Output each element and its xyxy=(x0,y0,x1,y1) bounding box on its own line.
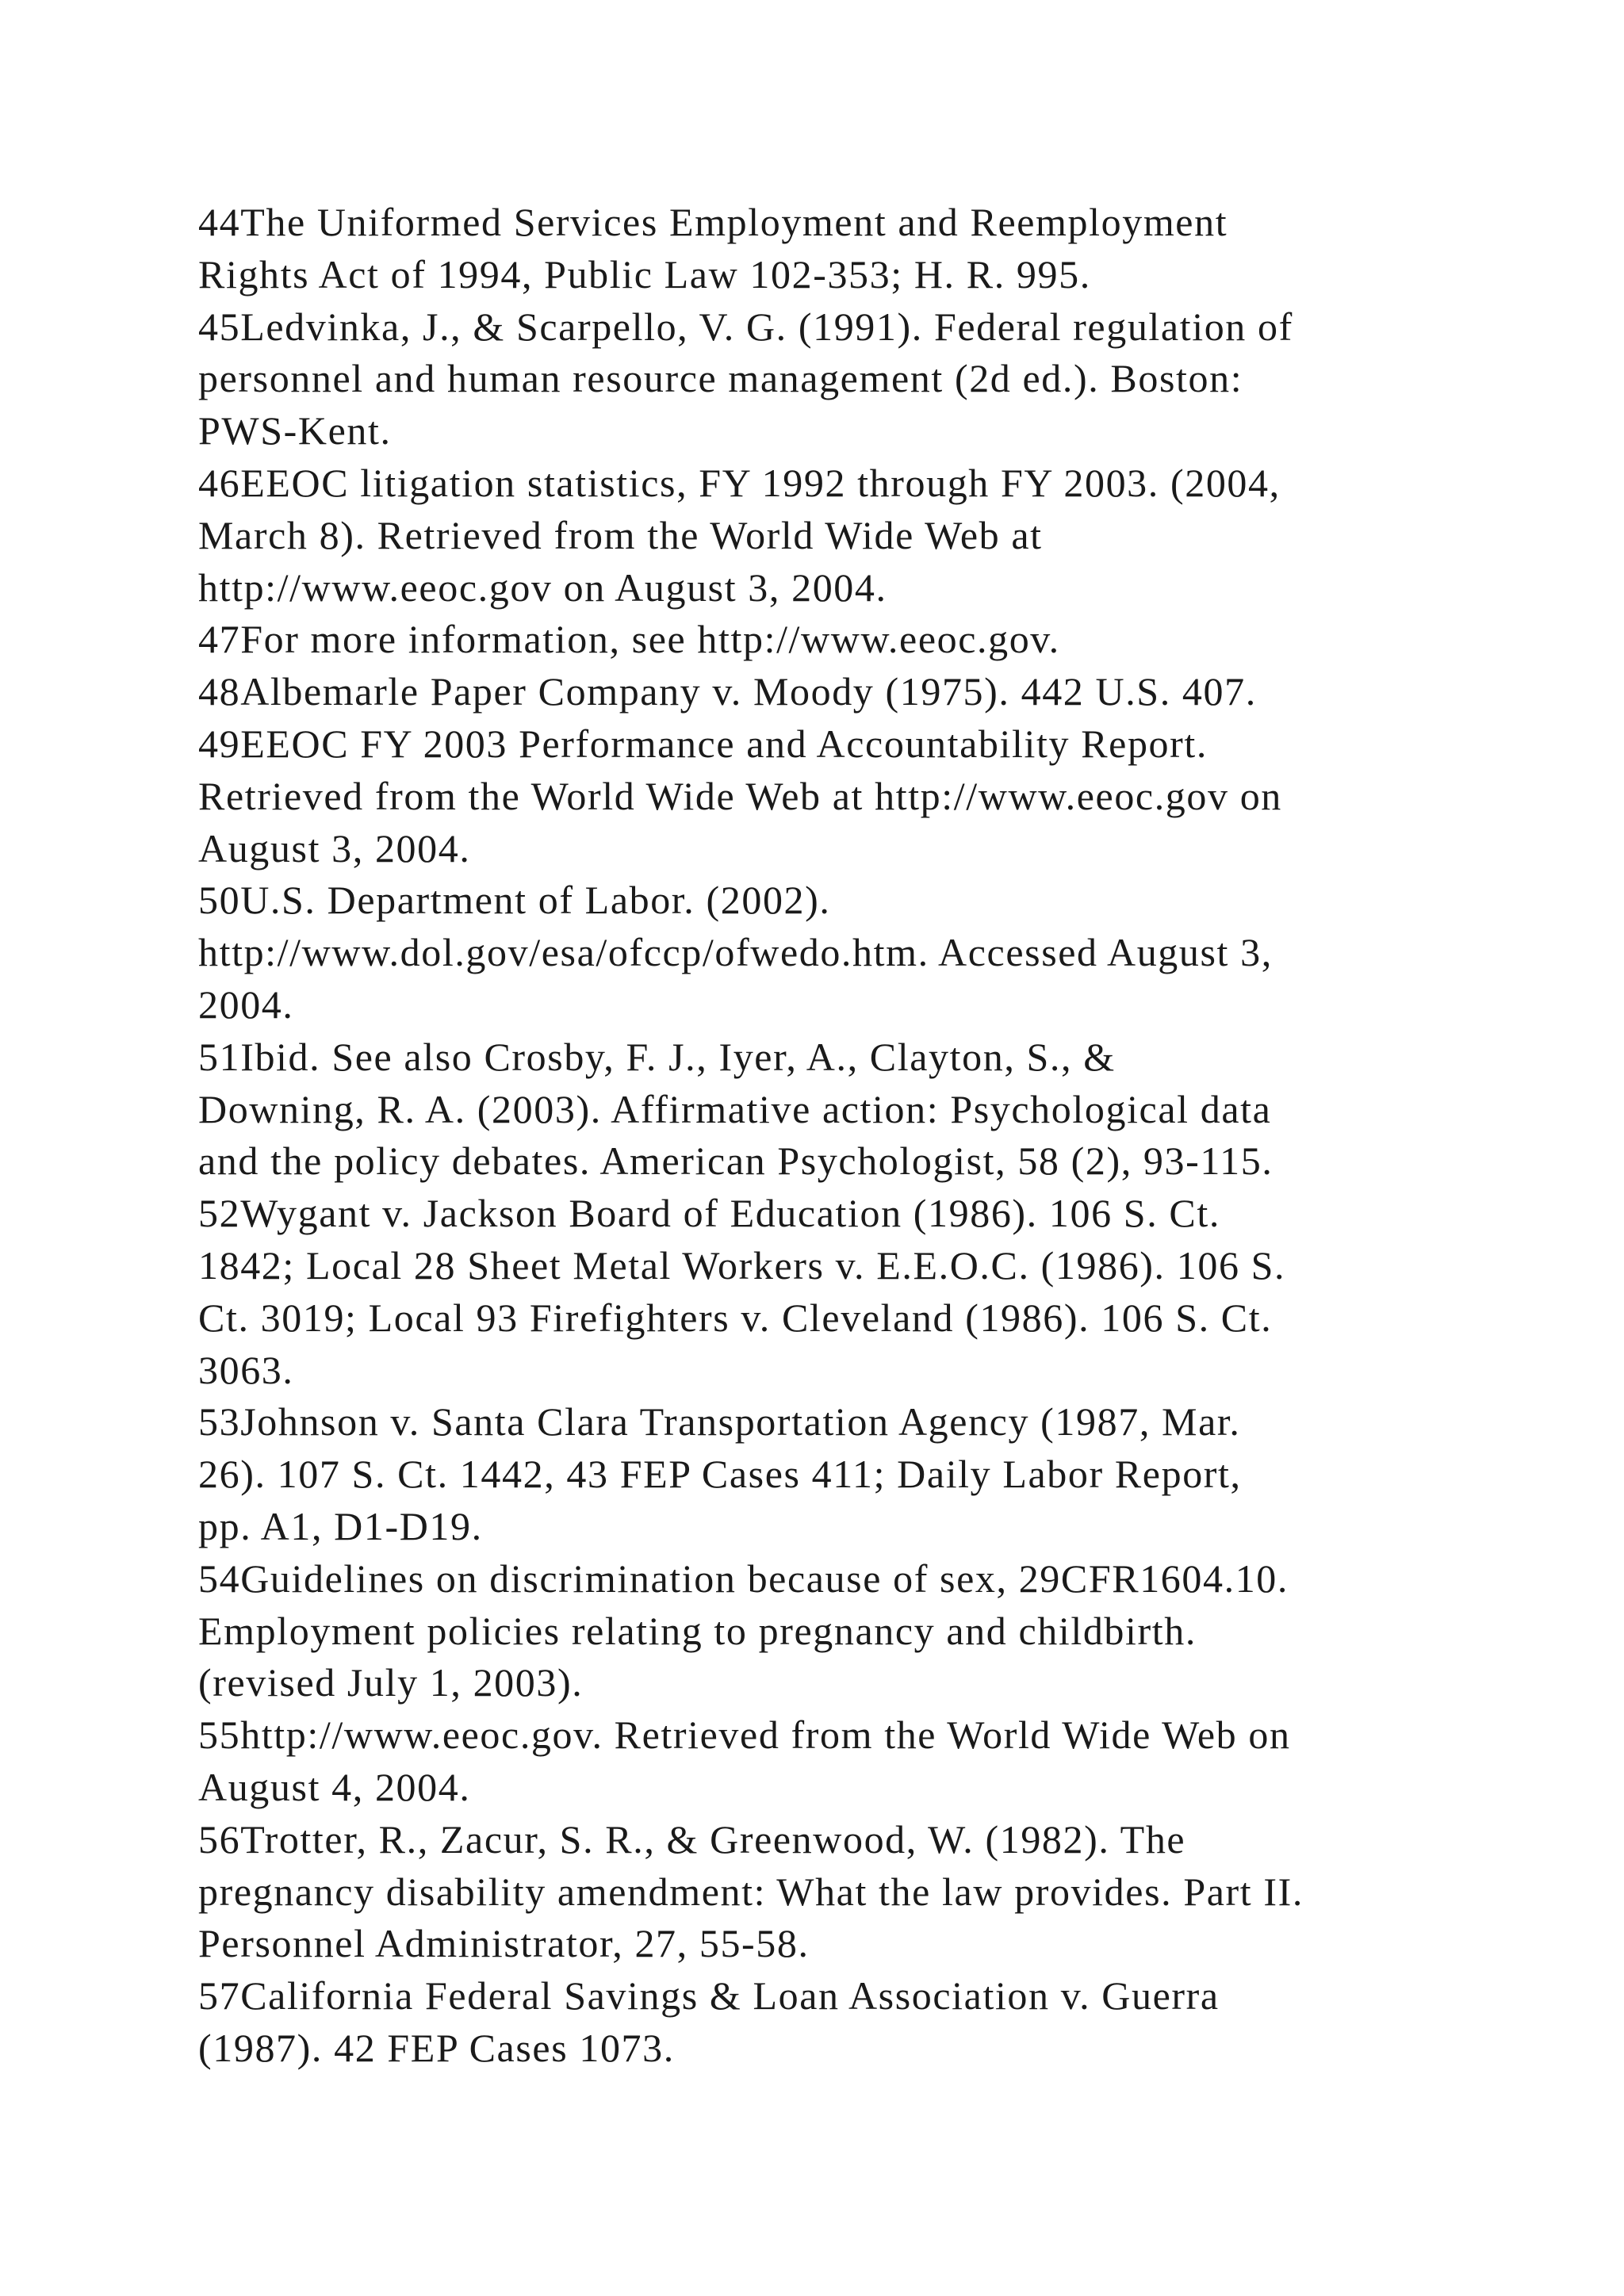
footnote-line: http://www.eeoc.gov on August 3, 2004. xyxy=(198,564,887,610)
footnote-list xyxy=(198,197,1515,2075)
footnote-line: 26). 107 S. Ct. 1442, 43 FEP Cases 411; Daily Labor Report, xyxy=(198,1452,1242,1497)
footnote-line: August 3, 2004. xyxy=(198,825,471,871)
footnote-line: 45Ledvinka, J., & Scarpello, V. G. (1991). Federal regulation of xyxy=(198,304,1293,349)
footnote-line: March 8). Retrieved from the World Wide Web at xyxy=(198,512,1043,557)
footnote-line: pp. A1, D1-D19. xyxy=(198,1503,483,1548)
footnote-line: August 4, 2004. xyxy=(198,1764,471,1809)
footnote-line: 48Albemarle Paper Company v. Moody (1975). 442 U.S. 407. xyxy=(198,669,1257,714)
footnote-line: 50U.S. Department of Labor. (2002). xyxy=(198,878,831,923)
footnote-line: 49EEOC FY 2003 Performance and Accountability Report. xyxy=(198,721,1208,766)
footnote-line: http://www.dol.gov/esa/ofccp/ofwedo.htm. Accessed August 3, xyxy=(198,930,1273,975)
footnote-line: Ct. 3019; Local 93 Firefighters v. Cleveland (1986). 106 S. Ct. xyxy=(198,1295,1273,1340)
footnote-line: 54Guidelines on discrimination because of sex, 29CFR1604.10. xyxy=(198,1556,1289,1601)
footnote-line: 1842; Local 28 Sheet Metal Workers v. E.E.O.C. (1986). 106 S. xyxy=(198,1242,1286,1288)
footnote-line: Rights Act of 1994, Public Law 102-353; H. R. 995. xyxy=(198,251,1091,297)
footnote-line: 46EEOC litigation statistics, FY 1992 through FY 2003. (2004, xyxy=(198,460,1281,505)
footnote-line: 2004. xyxy=(198,982,294,1027)
footnote-line: personnel and human resource management (2d ed.). Boston: xyxy=(198,356,1243,401)
footnote-line: 3063. xyxy=(198,1347,294,1392)
footnote-line: and the policy debates. American Psychologist, 58 (2), 93-115. xyxy=(198,1138,1274,1184)
footnote-line: 44The Uniformed Services Employment and Reemployment xyxy=(198,200,1228,244)
footnote-line: Downing, R. A. (2003). Affirmative action: Psychological data xyxy=(198,1086,1272,1131)
footnote-line: PWS-Kent. xyxy=(198,408,392,453)
footnote-line: 53Johnson v. Santa Clara Transportation Agency (1987, Mar. xyxy=(198,1399,1241,1445)
footnote-line: Employment policies relating to pregnancy and childbirth. xyxy=(198,1608,1197,1653)
footnote-line: Retrieved from the World Wide Web at http://www.eeoc.gov on xyxy=(198,773,1282,818)
footnote-line: pregnancy disability amendment: What the law provides. Part II. xyxy=(198,1869,1304,1914)
footnote-line: 55http://www.eeoc.gov. Retrieved from the World Wide Web on xyxy=(198,1712,1291,1758)
footnote-line: 57California Federal Savings & Loan Association v. Guerra xyxy=(198,1973,1220,2019)
footnote-line: (1987). 42 FEP Cases 1073. xyxy=(198,2025,675,2070)
footnote-line: 52Wygant v. Jackson Board of Education (1986). 106 S. Ct. xyxy=(198,1191,1220,1236)
footnote-line: 51Ibid. See also Crosby, F. J., Iyer, A., Clayton, S., & xyxy=(198,1034,1116,1079)
footnote-line: (revised July 1, 2003). xyxy=(198,1660,584,1705)
footnote-line: 56Trotter, R., Zacur, S. R., & Greenwood, W. (1982). The xyxy=(198,1816,1186,1862)
footnote-line: Personnel Administrator, 27, 55-58. xyxy=(198,1921,810,1966)
footnote-line: 47For more information, see http://www.eeoc.gov. xyxy=(198,617,1060,662)
